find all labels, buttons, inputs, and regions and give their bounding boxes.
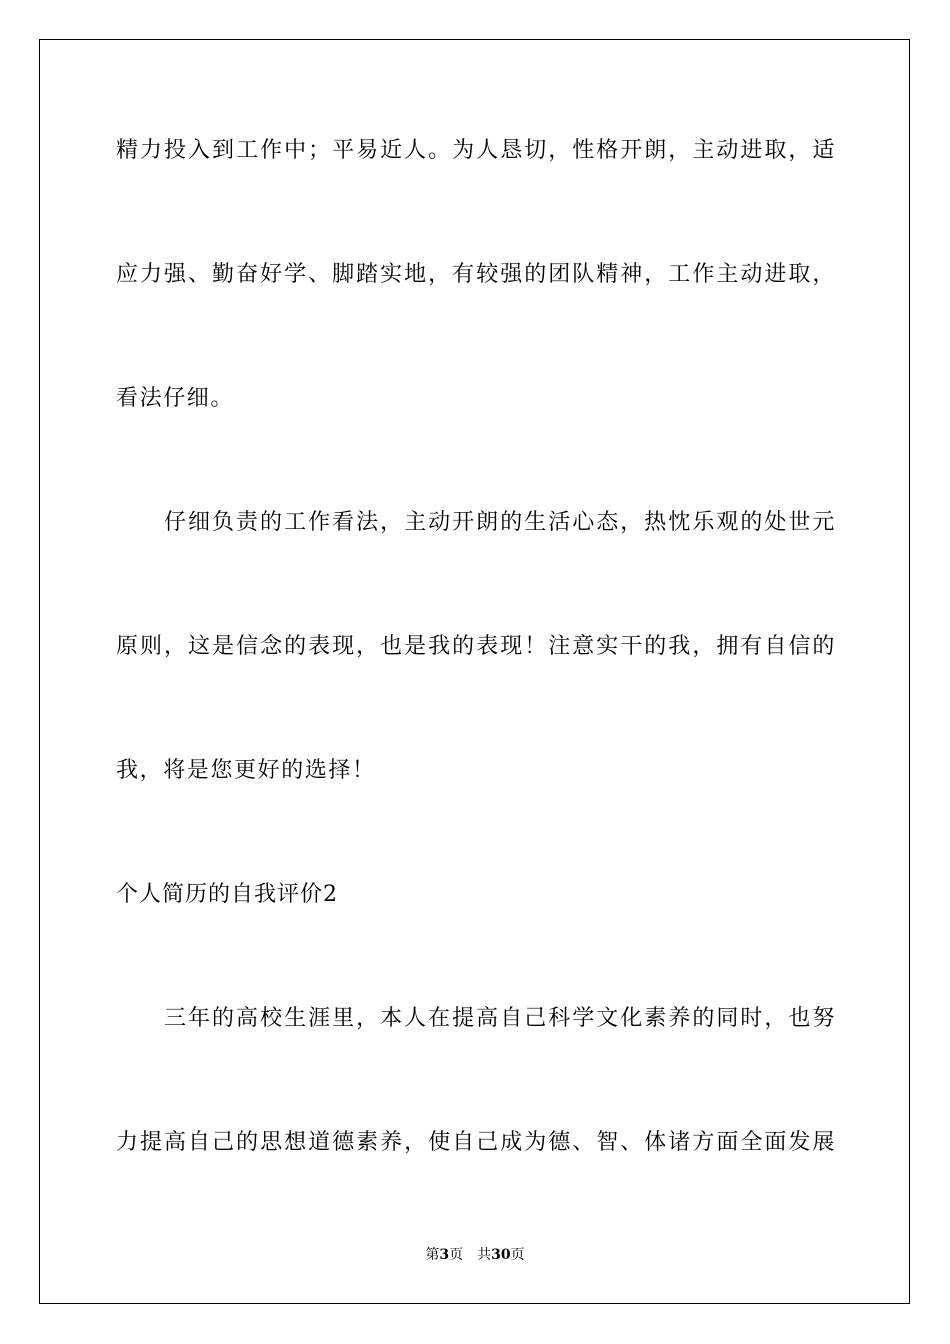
body-line-2: 应力强、勤奋好学、脚踏实地，有较强的团队精神，工作主动进取， [116,262,836,287]
body-line-3: 看法仔细。 [116,386,235,411]
footer-total-suffix: 页 [510,1247,525,1263]
body-line-7: 三年的高校生涯里，本人在提高自己科学文化素养的同时，也努 [164,1006,836,1031]
page-border [39,39,910,1304]
body-line-5: 原则，这是信念的表现，也是我的表现！注意实干的我，拥有自信的 [116,634,836,659]
footer-page-prefix: 第 [425,1247,440,1263]
body-line-1: 精力投入到工作中；平易近人。为人恳切，性格开朗，主动进取，适 [116,138,836,163]
footer-total-prefix: 共 [477,1247,492,1263]
footer-page-total: 30 [491,1247,511,1263]
footer-page-suffix: 页 [449,1247,464,1263]
body-line-4: 仔细负责的工作看法，主动开朗的生活心态，热忱乐观的处世元 [164,510,836,535]
section-heading: 个人简历的自我评价2 [116,882,338,907]
body-line-8: 力提高自己的思想道德素养，使自己成为德、智、体诸方面全面发展 [116,1130,836,1155]
page-footer [0,1246,950,1264]
footer-page-current: 3 [439,1247,450,1263]
body-line-6: 我，将是您更好的选择！ [116,758,376,783]
